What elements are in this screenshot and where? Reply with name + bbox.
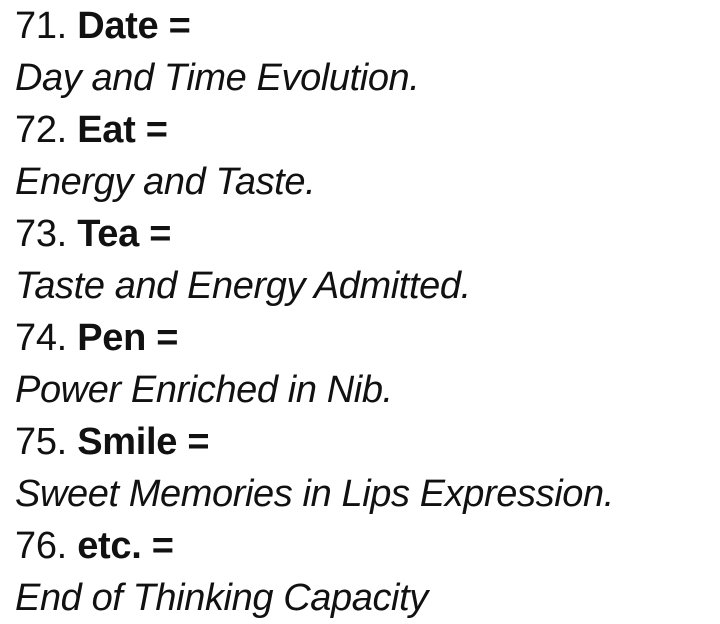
term-meaning: End of Thinking Capacity: [15, 577, 428, 619]
equals-sign: =: [151, 525, 174, 567]
item-number: 72.: [15, 109, 67, 151]
item-number: 76.: [15, 525, 67, 567]
list-item: [15, 520, 720, 624]
item-number: 74.: [15, 317, 67, 359]
list-item: [15, 208, 720, 312]
list-item: [15, 312, 720, 416]
term-line: [15, 208, 720, 260]
term-word: Pen: [77, 317, 146, 359]
term-meaning: Sweet Memories in Lips Expression.: [15, 473, 614, 515]
term-line: [15, 104, 720, 156]
term-word: etc.: [77, 525, 142, 567]
equals-sign: =: [145, 109, 168, 151]
term-word: Eat: [77, 109, 136, 151]
equals-sign: =: [168, 5, 191, 47]
list-item: [15, 0, 720, 104]
term-line: [15, 312, 720, 364]
item-number: 73.: [15, 213, 67, 255]
term-meaning: Power Enriched in Nib.: [15, 369, 393, 411]
item-number: 71.: [15, 5, 67, 47]
list-item: [15, 104, 720, 208]
term-line: [15, 416, 720, 468]
list-item: [15, 416, 720, 520]
term-meaning: Taste and Energy Admitted.: [15, 265, 471, 307]
term-line: [15, 0, 720, 52]
term-meaning: Energy and Taste.: [15, 161, 316, 203]
equals-sign: =: [156, 317, 179, 359]
term-word: Date: [77, 5, 159, 47]
item-number: 75.: [15, 421, 67, 463]
term-meaning: Day and Time Evolution.: [15, 57, 420, 99]
term-line: [15, 520, 720, 572]
term-word: Tea: [77, 213, 139, 255]
equals-sign: =: [187, 421, 210, 463]
term-word: Smile: [77, 421, 178, 463]
equals-sign: =: [149, 213, 172, 255]
